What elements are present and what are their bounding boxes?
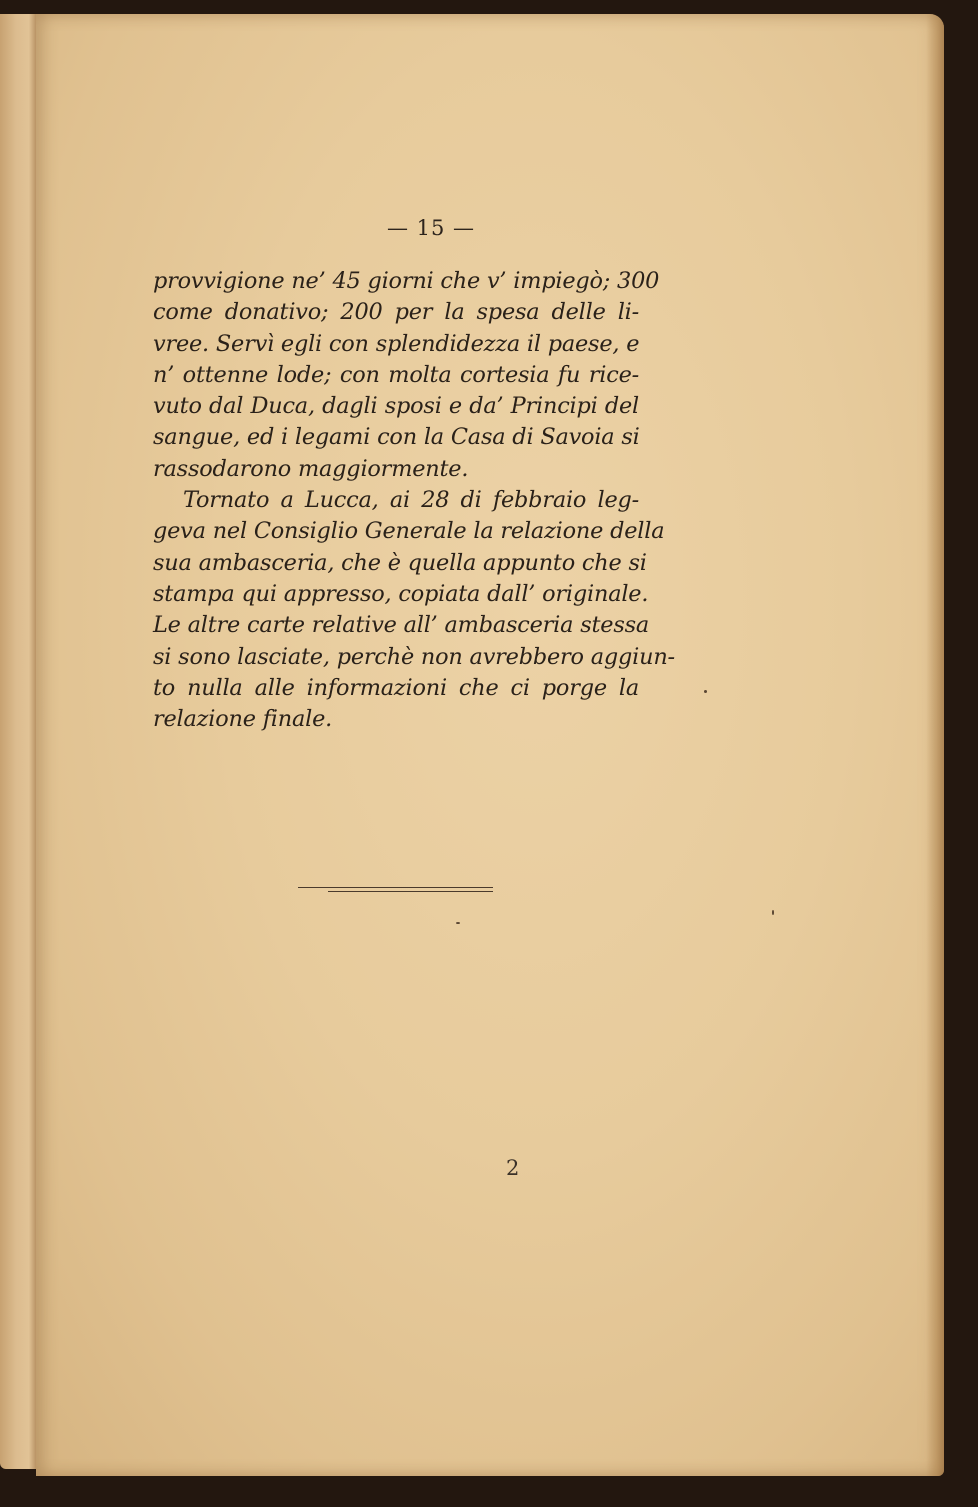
text-line: relazione finale. (153, 706, 333, 733)
body-text (153, 266, 675, 735)
text-line: n’ ottenne lode; con molta cortesia fu rice- (153, 361, 639, 388)
text-line: sangue, ed i legami con la Casa di Savoia si (153, 424, 640, 451)
text-line: to nulla alle informazioni che ci porge la (153, 674, 639, 701)
text-line: si sono lasciate, perchè non avrebbero aggiun- (153, 643, 675, 670)
left-page-edge (0, 14, 38, 1469)
text-line: provvigione ne’ 45 giorni che v’ impiegò; 300 (153, 268, 660, 294)
text-line: rassodarono maggiormente. (153, 455, 469, 482)
book-page (36, 14, 944, 1476)
text-line: geva nel Consiglio Generale la relazione della (153, 518, 665, 545)
paper-speck (456, 922, 460, 924)
page-fore-edge (926, 14, 944, 1476)
page-number-header: — 15 — (386, 216, 476, 240)
text-line: sua ambasceria, che è quella appunto che si (153, 549, 647, 576)
signature-mark: 2 (506, 1156, 520, 1180)
text-line: Tornato a Lucca, ai 28 di febbraio leg- (183, 487, 639, 514)
text-line: vree. Servì egli con splendidezza il paese, e (153, 330, 640, 357)
text-line: vuto dal Duca, dagli sposi e da’ Principi del (153, 393, 639, 420)
paper-speck (772, 910, 774, 915)
text-line: Le altre carte relative all’ ambasceria stessa (153, 612, 650, 639)
paper-speck (704, 690, 707, 693)
text-line: stampa qui appresso, copiata dall’ originale. (153, 580, 649, 607)
section-divider-rule (298, 887, 493, 893)
text-line: come donativo; 200 per la spesa delle li- (153, 299, 639, 326)
